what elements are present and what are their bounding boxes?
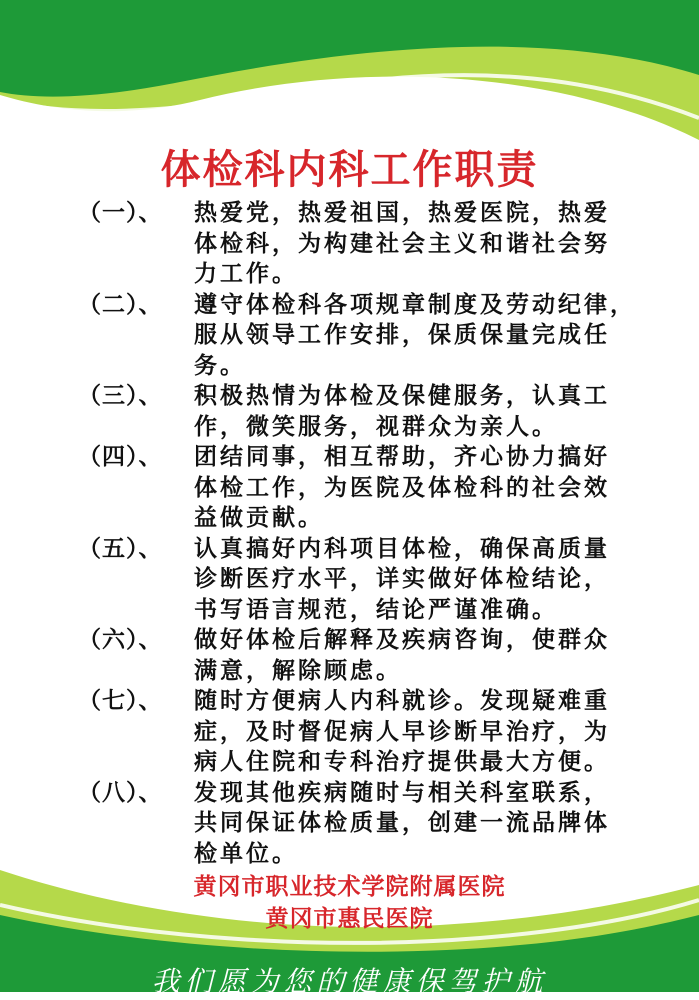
duty-number: （四）、 [78,444,163,470]
hospital-name-primary: 黄冈市职业技术学院附属医院 [193,874,506,900]
duty-item [78,381,658,442]
duty-number: （六）、 [78,627,163,653]
duty-item [78,778,658,870]
duty-text: 积极热情为体检及保健服务，认真工 作，微笑服务，视群众为亲人。 [194,383,610,440]
duty-item [78,625,658,686]
hospital-name-secondary: 黄冈市惠民医院 [265,906,434,932]
duty-item [78,442,658,534]
duty-text: 热爱党，热爱祖国，热爱医院，热爱 体检科，为构建社会主义和谐社会努 力工作。 [194,200,610,287]
duty-item [78,686,658,778]
duty-item [78,198,658,290]
duty-number: （七）、 [78,688,163,714]
duty-text: 发现其他疾病随时与相关科室联系， 共同保证体检质量，创建一流品牌体 检单位。 [194,779,610,867]
duty-number: （一）、 [78,200,163,226]
duty-number: （八）、 [78,779,163,806]
slogan: 我们愿为您的健康保驾护航 [151,965,548,998]
page-title: 体检科内科工作职责 [160,147,539,193]
duty-number: （三）、 [78,383,163,409]
duty-number: （五）、 [78,535,163,562]
duty-list [78,198,658,869]
duty-text: 遵守体检科各项规章制度及劳动纪律， 服从领导工作安排，保质保量完成任 务。 [194,291,636,379]
duty-text: 做好体检后解释及疾病咨询，使群众 满意，解除顾虑。 [194,627,610,684]
duty-text: 随时方便病人内科就诊。发现疑难重 症，及时督促病人早诊断早治疗，为 病人住院和专科治疗提供最大方便。 [194,688,610,775]
duty-text: 认真搞好内科项目体检，确保高质量 诊断医疗水平，详实做好体检结论， 书写语言规范，结论严谨准确。 [194,535,610,623]
duty-text: 团结同事，相互帮助，齐心协力搞好 体检工作，为医院及体检科的社会效 益做贡献。 [194,444,610,531]
duty-item [78,534,658,626]
duty-number: （二）、 [78,291,163,318]
duty-item [78,290,658,382]
